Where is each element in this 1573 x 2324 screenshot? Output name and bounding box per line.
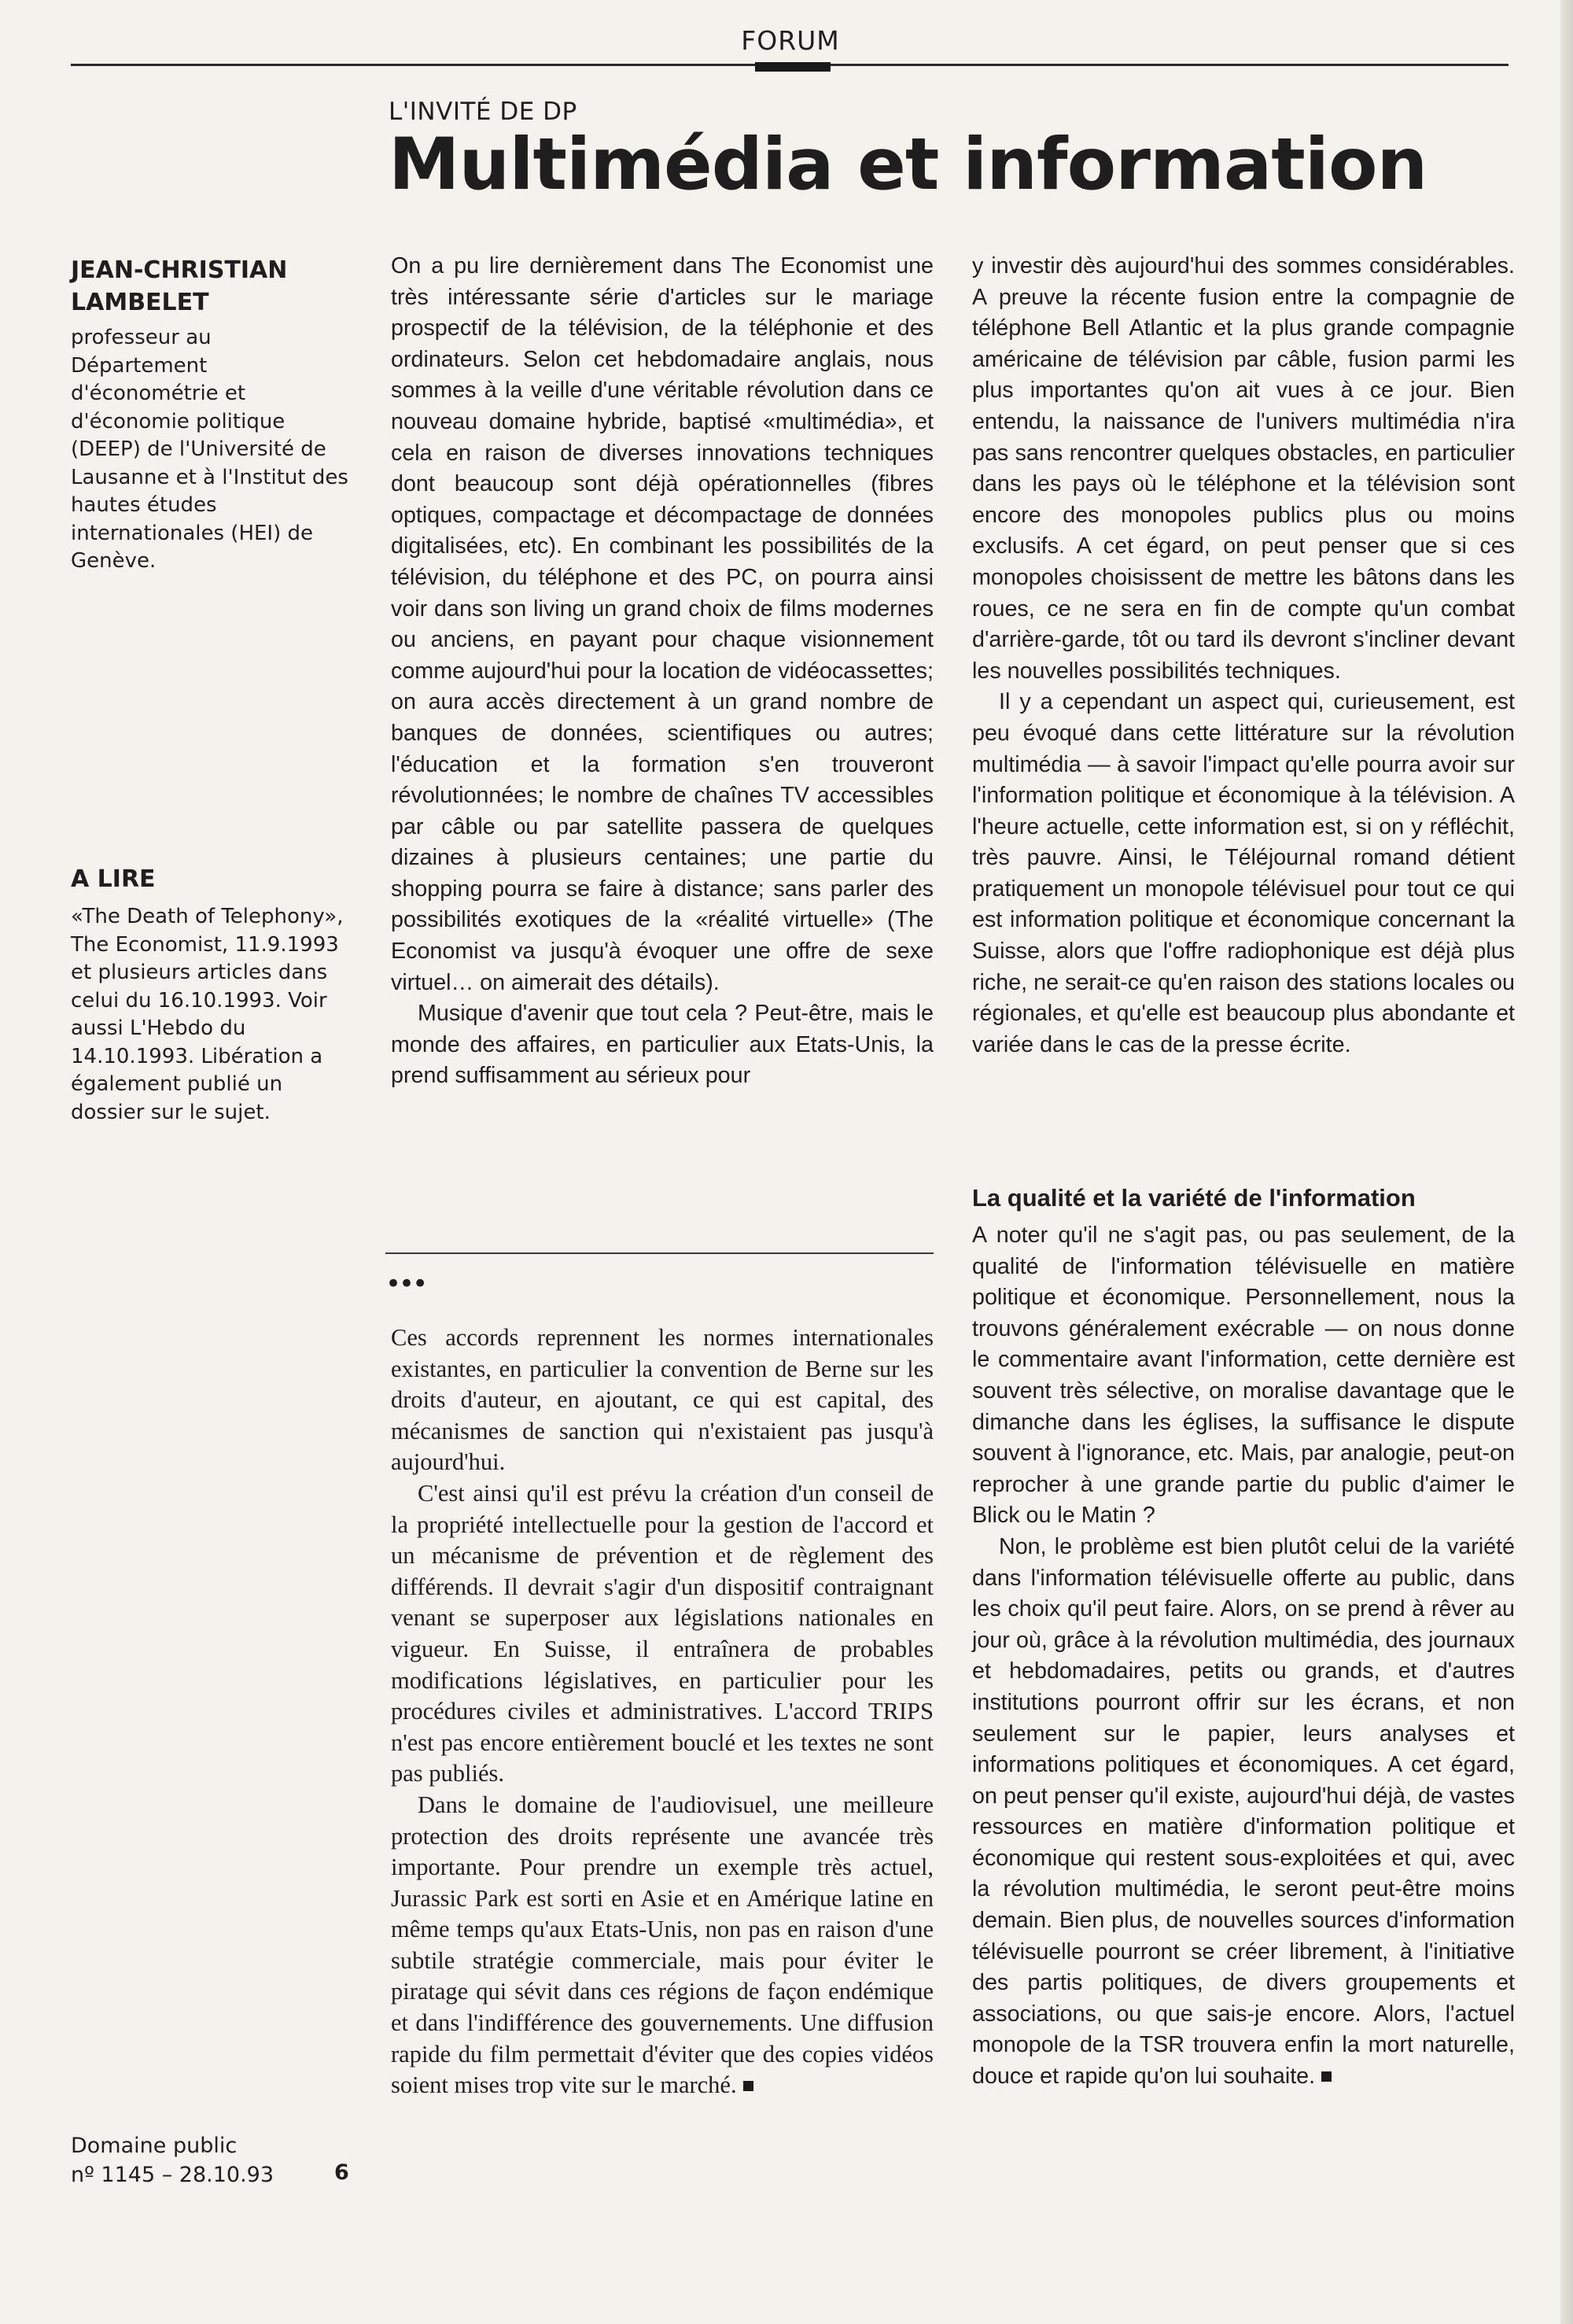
column-divider-rule: [385, 1252, 934, 1254]
article-column-3: [972, 1220, 1515, 2093]
section-label: FORUM: [741, 25, 840, 56]
issue-number: nº 1145 – 28.10.93: [71, 2163, 274, 2187]
article-paragraph: y investir dès aujourd'hui des sommes considérables. A preuve la récente fusion entre la compagnie de téléphone Bell Atlantic et la plus grande compagnie américaine de télévision par câble, fusion parmi les plus importantes qu'on ait vues à ce jour. Bien entendu, la naissance de l'univers multimédia n'ira pas sans rencontrer quelques obstacles, en particulier dans les pays où le téléphone et la télévision sont encore des monopoles publics plus ou moins exclusifs. A cet égard, on peut penser que si ces monopoles choisissent de mettre les bâtons dans les roues, ce ne sera en fin de compte qu'un combat d'arrière-garde, tôt ou tard ils devront s'incliner devant les nouvelles possibilités techniques.: [972, 253, 1515, 684]
continuation-paragraph: Ces accords reprennent les normes internationales existantes, en particulier la convention de Berne sur les droits d'auteur, en ajoutant, ce qui est capital, des mécanismes de sanction qui n'existaient pas jusqu'à aujourd'hui.: [391, 1324, 934, 1476]
author-name: JEAN-CHRISTIAN LAMBELET: [71, 256, 288, 316]
article-paragraph: On a pu lire dernièrement dans The Economist une très intéressante série d'articles sur le mariage prospectif de la télévision, de la téléphonie et des ordinateurs. Selon cet hebdomadaire anglais, nous sommes à la veille d'une véritable révolution dans ce nouveau domaine hybride, baptisé «multimédia», et cela en raison de diverses innovations techniques dont beaucoup sont déjà opérationnelles (fibres optiques, compactage et décompactage de données digitalisées, etc). En combinant les possibilités de la télévision, du téléphone et des PC, on pourra ainsi voir dans son living un grand choix de films modernes ou anciens, en payant pour chaque visionnement comme aujourd'hui pour la location de vidéocassettes; on aura accès directement à un grand nombre de banques de données, scientifiques ou autres; l'éducation et la formation s'en trouveront révolutionnées; le nombre de chaînes TV accessibles par câble ou par satellite passera de quelques dizaines à plusieurs centaines; une partie du shopping pourra se faire à distance; sans parler des possibilités exotiques de la «réalité virtuelle» (The Economist va jusqu'à évoquer une offre de sexe virtuel… on aimerait des détails).: [391, 253, 934, 995]
continuation-paragraph: C'est ainsi qu'il est prévu la création d'un conseil de la propriété intellectuelle pour la gestion de l'accord et un mécanisme de prévention et de règlement des différends. Il devrait s'agir d'un dispositif contraignant venant se superposer aux législations nationales en vigueur. En Suisse, il entraînera de probables modifications législatives, en particulier pour les procédures civiles et administratives. L'accord TRIPS n'est pas encore entièrement bouclé et les textes ne sont pas publiés.: [391, 1479, 934, 1787]
article-subheading: La qualité et la variété de l'information: [972, 1184, 1416, 1212]
author-bio: professeur au Département d'économétrie et d'économie politique (DEEP) de l'Université de Lausanne et à l'Institut des hautes études internationales (HEI) de Genève.: [71, 326, 348, 573]
page-edge-shadow: [1560, 0, 1573, 2324]
publication-name: Domaine public: [71, 2134, 238, 2158]
reading-title: A LIRE: [71, 865, 156, 893]
end-mark-icon: [1321, 2071, 1332, 2082]
continuation-paragraph: Dans le domaine de l'audiovisuel, une meilleure protection des droits représente une avancée très importante. Pour prendre un exemple très actuel, Jurassic Park est sorti en Asie et en Amérique latine en même temps qu'aux Etats-Unis, non pas en raison d'une subtile stratégie commerciale, mais pour éviter le piratage qui sévit dans ces régions de façon endémique et dans l'indifférence des gouvernements. Une diffusion rapide du film permettait d'éviter que des copies vidéos soient mises trop vite sur le marché.: [391, 1791, 934, 2099]
kicker: L'INVITÉ DE DP: [389, 98, 577, 126]
article-paragraph: Il y a cependant un aspect qui, curieusement, est peu évoqué dans cette littérature sur la révolution multimédia — à savoir l'impact qu'elle pourra avoir sur l'information politique et économique à la télévision. A l'heure actuelle, cette information est, si on y réfléchit, très pauvre. Ainsi, le Téléjournal romand détient pratiquement un monopole télévisuel pour tout ce qui est information politique et économique concernant la Suisse, alors que l'offre radiophonique est déjà plus riche, ne serait-ce qu'en raison des stations locales ou régionales, et qu'elle est beaucoup plus abondante et variée dans le cas de la presse écrite.: [972, 689, 1515, 1057]
section-tab-marker: [755, 62, 831, 72]
page-title: Multimédia et information: [389, 124, 1427, 206]
article-column-1: [391, 251, 934, 1092]
reading-text: «The Death of Telephony», The Economist, 11.9.1993 et plusieurs articles dans celui du 16.10.1993. Voir aussi L'Hebdo du 14.10.1993. Libération a également publié un dossier sur le sujet.: [71, 905, 344, 1124]
footer-publication: [71, 2131, 274, 2189]
article-paragraph: A noter qu'il ne s'agit pas, ou pas seulement, de la qualité de l'information télévisuelle en matière politique et économique. Personnellement, nous la trouvons généralement exécrable — on nous donne le commentaire avant l'information, cette dernière est souvent très sélective, on moralise davantage que le dimanche dans les églises, la suffisance le dispute souvent à l'ignorance, etc. Mais, par analogie, peut-on reprocher à une grande partie du public d'aimer le Blick ou le Matin ?: [972, 1223, 1515, 1529]
end-mark-icon: [743, 2081, 753, 2091]
page-number: 6: [334, 2160, 349, 2185]
article-paragraph: Musique d'avenir que tout cela ? Peut-être, mais le monde des affaires, en particulier aux Etats-Unis, la prend suffisamment au sérieux pour: [391, 1001, 934, 1089]
continuation-column: [391, 1322, 934, 2101]
continuation-marker: •••: [385, 1268, 426, 1300]
article-paragraph: Non, le problème est bien plutôt celui de la variété dans l'information télévisuelle offerte au public, dans les choix qu'il peut faire. Alors, on se prend à rêver au jour où, grâce à la révolution multimédia, des journaux et hebdomadaires, petits ou grands, et d'autres institutions pourront offrir sur les écrans, et non seulement sur le papier, leurs analyses et informations politiques et économiques. A cet égard, on peut penser qu'il existe, aujourd'hui déjà, de vastes ressources en matière d'information politique et économique qui restent sous-exploitées et qui, avec la révolution multimédia, le seront peut-être moins demain. Bien plus, de nouvelles sources d'information télévisuelle pourront se créer librement, à l'initiative des partis politiques, de divers groupements et associations, ou que sais-je encore. Alors, l'actuel monopole de la TSR trouvera enfin la mort naturelle, douce et rapide qu'on lui souhaite.: [972, 1533, 1515, 2090]
article-column-2: [972, 251, 1515, 1061]
